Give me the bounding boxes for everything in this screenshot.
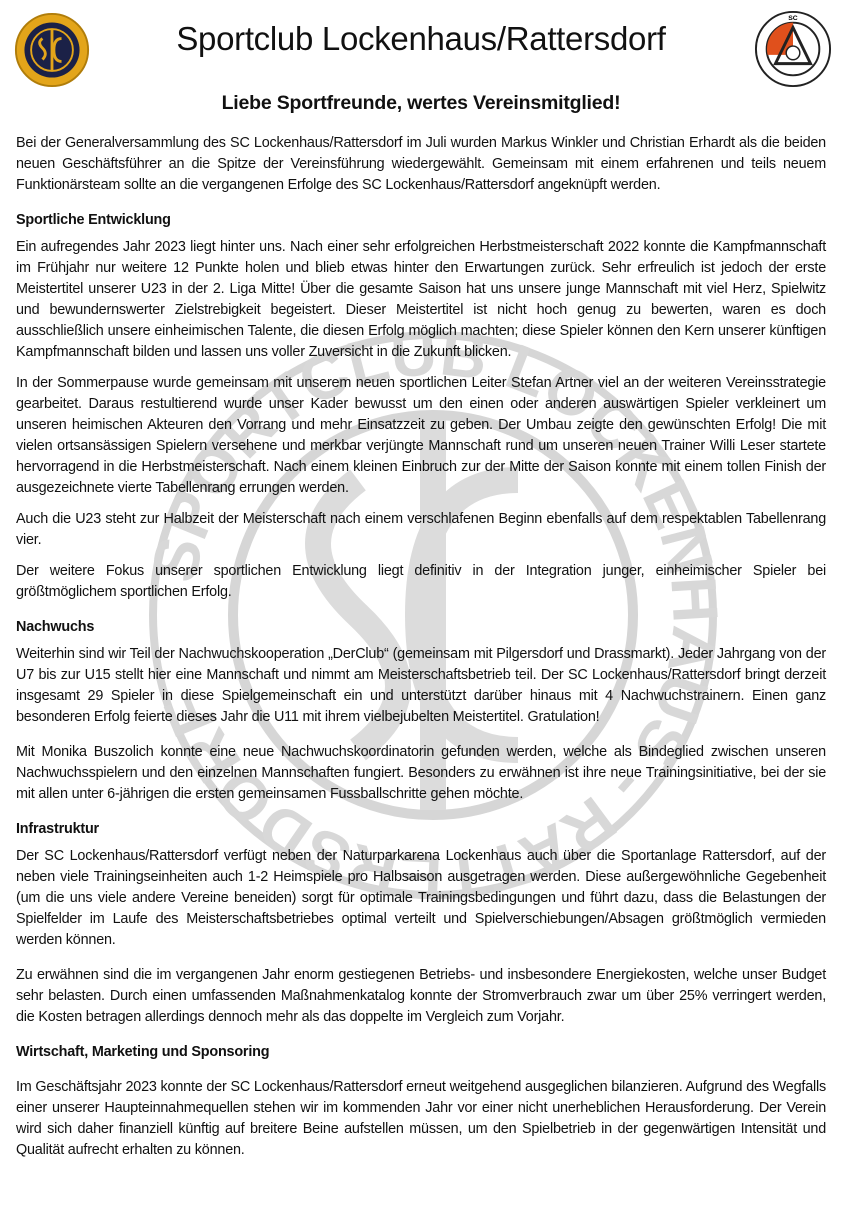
section-heading-wirtschaft: Wirtschaft, Marketing und Sponsoring [16, 1044, 270, 1060]
paragraph: Im Geschäftsjahr 2023 konnte der SC Lockenhaus/Rattersdorf erneut weitgehend ausgeglichen bilanzieren. Aufgrund des Wegfalls einer unserer Haupteinnahmequellen stehen wir im kommenden Jahr vor einer nicht unerheblichen Herausforderung. Der Verein wird sich daher finanziell künftig auf breitere Beine aufstellen müssen, um den Spielbetrieb in der gegenwärtigen Intensität und Qualität aufrecht erhalten zu können. [16, 1079, 826, 1158]
section-heading-infrastruktur: Infrastruktur [16, 821, 99, 837]
paragraph: Auch die U23 steht zur Halbzeit der Meisterschaft nach einem verschlafenen Beginn ebenfalls auf dem respektablen Tabellenrang vier. [16, 511, 826, 548]
intro-paragraph: Bei der Generalversammlung des SC Lockenhaus/Rattersdorf im Juli wurden Markus Winkler und Christian Erhardt als die beiden neuen Geschäftsführer an die Spitze der Vereinsführung wiedergewählt. Gemeinsam mit einem erfahrenen und teils neuem Funktionärsteam sollte an die vergangenen Erfolge des SC Lockenhaus/Rattersdorf angeknüpft werden. [16, 135, 826, 193]
paragraph: Weiterhin sind wir Teil der Nachwuchskooperation „DerClub“ (gemeinsam mit Pilgersdorf und Drassmarkt). Jeder Jahrgang von der U7 bis zur U15 stellt hier eine Mannschaft und nimmt am Meisterschaftsbetrieb teil. Der SC Lockenhaus/Rattersdorf bringt derzeit insgesamt 29 Spieler in diese Spielgemeinschaft ein und unterstützt darüber hinaus mit 4 Nachwuchstrainern. Einen ganz besonderen Erfolg feierte dieses Jahr die U11 mit ihrem vielbejubelten Meistertitel. Gratulation! [16, 646, 826, 725]
letter-body [16, 133, 826, 1171]
paragraph: Ein aufregendes Jahr 2023 liegt hinter uns. Nach einer sehr erfolgreichen Herbstmeisterschaft 2022 konnte die Kampfmannschaft im Frühjahr nur weitere 12 Punkte holen und blieb etwas hinter den Erwartungen zurück. Sehr erfreulich ist jedoch der erste Meistertitel unserer U23 in der 2. Liga Mitte! Über die gesamte Saison hat uns unsere junge Mannschaft mit viel Herz, Spielwitz und bewundernswerter Zielstrebigkeit begeistert. Dieser Meistertitel ist nicht hoch genug zu bewerten, waren es doch ausschließlich unsere einheimischen Talente, die diesen Erfolg möglich machten; diese Spieler können den Kern unserer künftigen Kampfmannschaft bilden und lassen uns voller Zuversicht in die Zukunft blicken. [16, 239, 826, 360]
svg-text:SC: SC [788, 14, 798, 22]
sc-rattersdorf-liebing-logo [754, 10, 832, 88]
paragraph: Der weitere Fokus unserer sportlichen Entwicklung liegt definitiv in der Integration junger, einheimischer Spieler bei größtmöglichem sportlichen Erfolg. [16, 563, 826, 600]
paragraph: Zu erwähnen sind die im vergangenen Jahr enorm gestiegenen Betriebs- und insbesondere Energiekosten, welche unser Budget sehr belasten. Durch einen umfassenden Maßnahmenkatalog konnte der Stromverbrauch zwar um über 25% verringert werden, die Kosten betragen allerdings dennoch mehr als das doppelte im Vergleich zum Vorjahr. [16, 967, 826, 1025]
paragraph: Der SC Lockenhaus/Rattersdorf verfügt neben der Naturparkarena Lockenhaus auch über die Sportanlage Rattersdorf, auf der neben viele Trainingseinheiten auch 1-2 Heimspiele pro Halbsaison ausgetragen werden. Diese außergewöhnliche Gegebenheit (um die uns viele andere Vereine beneiden) sorgt für optimale Trainingsbedingungen und führt dazu, dass die Belastungen der Spielfelder im Laufe des Meisterschaftsbetriebes optimal verteilt und Spielverschiebungen/Absagen größtmöglich vermieden werden können. [16, 848, 826, 948]
paragraph: In der Sommerpause wurde gemeinsam mit unserem neuen sportlichen Leiter Stefan Artner viel an der weiteren Vereinsstrategie gearbeitet. Daraus restultierend wurde unser Kader bewusst um den einen oder anderen auswärtigen Spieler verkleinert um unseren heimischen Akteuren den Vorrang und mehr Einsatzzeit zu geben. Der Umbau zeigte den gewünschten Erfolg! Die mit vielen ortsansässigen Spielern versehene und merkbar verjüngte Mannschaft rund um unseren neuen Trainer Willi Leser startete hervorragend in die Herbstmeisterschaft. Nach einem kleinen Einbruch zur der Mitte der Saison konnte mit einem tollen Finish der ausgezeichnete vierte Tabellenrang errungen werden. [16, 375, 826, 496]
paragraph: Mit Monika Buszolich konnte eine neue Nachwuchskoordinatorin gefunden werden, welche als Bindeglied zwischen unseren Nachwuchsspielern und den einzelnen Mannschaften fungiert. Besonders zu erwähnen ist ihre neue Trainingsinitiative, bei der sie mit allen unter 6-jährigen die ersten gemeinsamen Fussballschritte gehen möchte. [16, 744, 826, 802]
section-heading-nachwuchs: Nachwuchs [16, 619, 95, 635]
section-heading-sport: Sportliche Entwicklung [16, 212, 171, 228]
page-title: Sportclub Lockenhaus/Rattersdorf [176, 20, 666, 57]
greeting-heading: Liebe Sportfreunde, wertes Vereinsmitglied! [221, 92, 621, 114]
svg-text:SPORTCLUB LOCKENHAUS - RATTE: PORTCLUB LOCKE US - RATTERSDORF [149, 330, 718, 900]
